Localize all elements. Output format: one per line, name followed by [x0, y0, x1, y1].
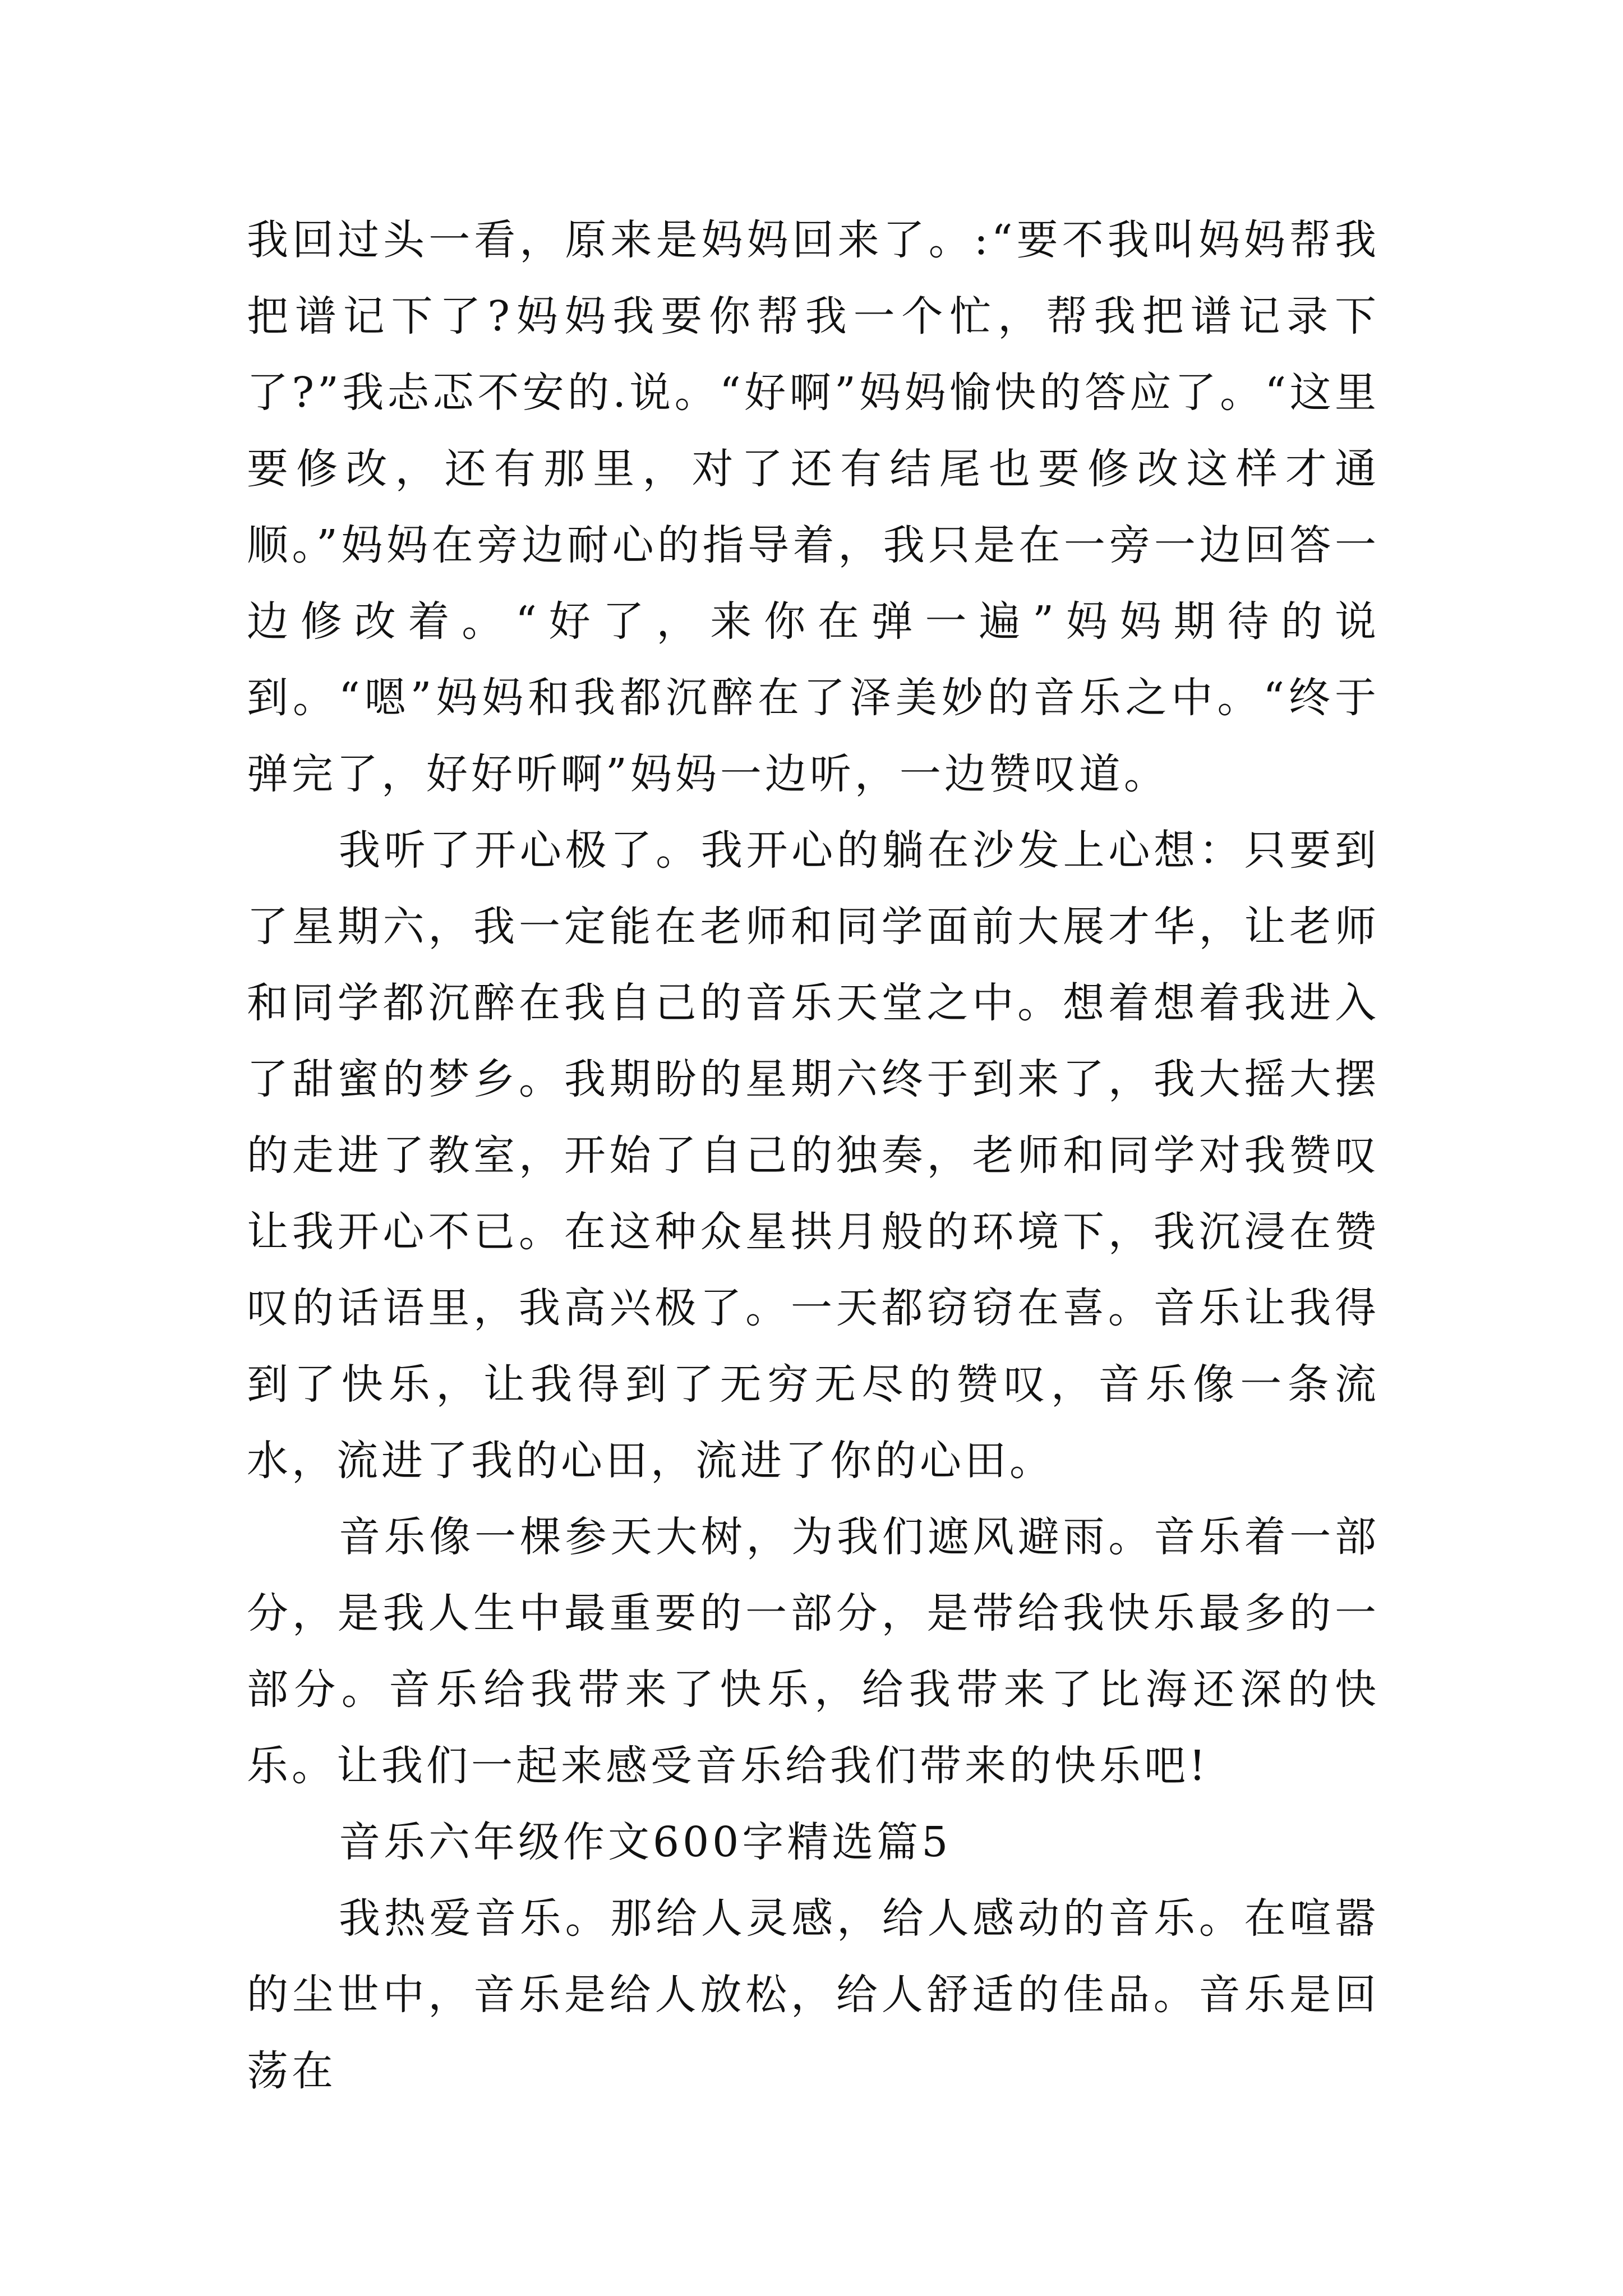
paragraph-love-music: 我热爱音乐。那给人灵感，给人感动的音乐。在喧嚣的尘世中，音乐是给人放松，给人舒适的佳品。音乐是回荡在: [247, 1894, 1380, 2095]
section-heading: 音乐六年级作文600字精选篇5: [339, 1818, 952, 1866]
document-page: [247, 202, 1380, 2109]
paragraph-saturday-solo: 我听了开心极了。我开心的躺在沙发上心想：只要到了星期六，我一定能在老师和同学面前大展才华，让老师和同学都沉醉在我自己的音乐天堂之中。想着想着我进入了甜蜜的梦乡。我期盼的星期六终于到来了，我大摇大摆的走进了教室，开始了自己的独奏，老师和同学对我赞叹让我开心不已。在这种众星拱月般的环境下，我沉浸在赞叹的话语里，我高兴极了。一天都窃窃在喜。音乐让我得到了快乐，让我得到了无穷无尽的赞叹，音乐像一条流水，流进了我的心田，流进了你的心田。: [247, 826, 1380, 1485]
paragraph-music-tree: 音乐像一棵参天大树，为我们遮风避雨。音乐着一部分，是我人生中最重要的一部分，是带给我快乐最多的一部分。音乐给我带来了快乐，给我带来了比海还深的快乐。让我们一起来感受音乐给我们带来的快乐吧!: [247, 1513, 1380, 1790]
paragraph-mother-helps: 我回过头一看，原来是妈妈回来了。:“要不我叫妈妈帮我把谱记下了?妈妈我要你帮我一个忙，帮我把谱记录下了?”我忐忑不安的.说。“好啊”妈妈愉快的答应了。“这里要修改，还有那里，对了还有结尾也要修改这样才通顺。”妈妈在旁边耐心的指导着，我只是在一旁一边回答一边修改着。“好了，来你在弹一遍”妈妈期待的说到。“嗯”妈妈和我都沉醉在了泽美妙的音乐之中。“终于弹完了，好好听啊”妈妈一边听，一边赞叹道。: [247, 216, 1380, 798]
